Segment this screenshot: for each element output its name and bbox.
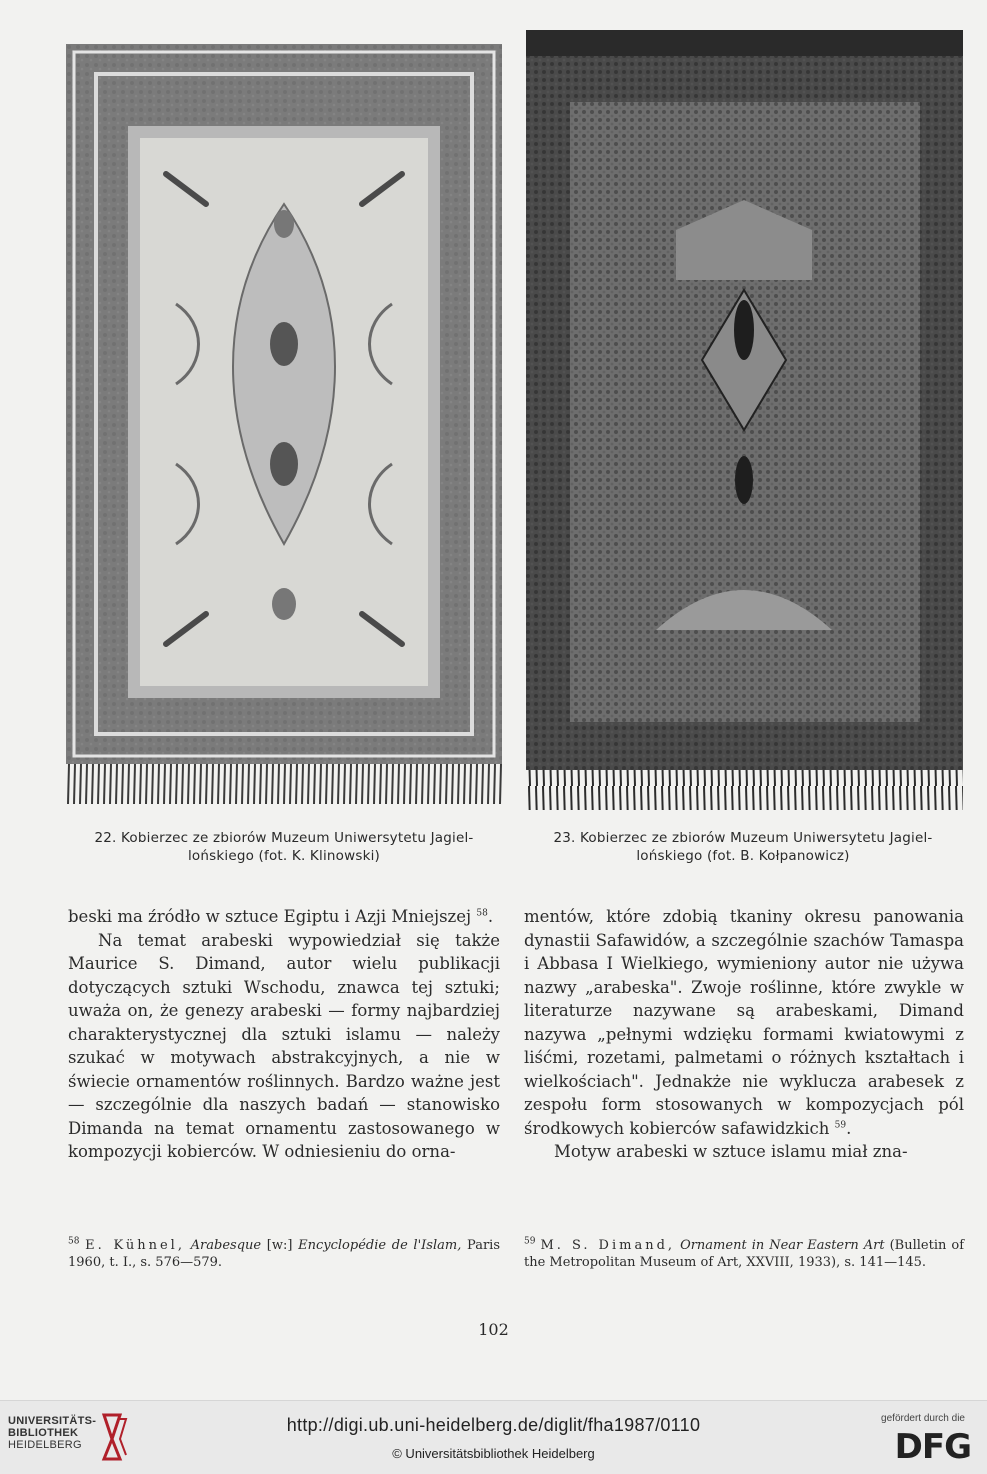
- permalink-url[interactable]: http://digi.ub.uni-heidelberg.de/diglit/fha1987/0110: [286, 1415, 701, 1435]
- figure-23-carpet-photo: [526, 30, 963, 810]
- dfg-logo: DFG: [894, 1427, 971, 1467]
- figure-22-caption: 22. Kobierzec ze zbiorów Muzeum Uniwersytetu Jagiel- lońskiego (fot. K. Klinowski): [94, 830, 474, 864]
- right-text-column: [524, 905, 964, 1164]
- library-logo-text: UNIVERSITÄTS- BIBLIOTHEK HEIDELBERG: [8, 1415, 97, 1451]
- footnote-58: $^{58}$ E. Kühnel, Arabesque [w:] Encyclopédie de l'Islam, Paris 1960, t. I., s. 576—579.: [68, 1236, 500, 1270]
- left-paragraph-1: beski ma źródło w sztuce Egiptu i Azji Mniejszej $^{58}$.: [68, 907, 494, 926]
- figure-23-caption: 23. Kobierzec ze zbiorów Muzeum Uniwersytetu Jagiel- lońskiego (fot. B. Kołpanowicz): [553, 830, 933, 864]
- right-paragraph-2: Motyw arabeski w sztuce islamu miał zna-: [554, 1142, 908, 1161]
- figure-22-carpet-photo: [66, 44, 502, 804]
- digitization-footer: [0, 1400, 987, 1474]
- page-number: 102: [478, 1320, 509, 1339]
- funded-by-label: gefördert durch die: [881, 1413, 965, 1424]
- right-paragraph-1: mentów, które zdobią tkaniny okresu panowania dynastii Safawidów, a szczególnie szachów Tamaspa i Abbasa I Wielkiego, wymieniony autor nie używa nazwy „arabeska". Zwoje roślinne, które zwykle w literaturze nazywane są arabeskami, Dimand nazywa „pełnymi wdzięku formami kwiatowymi z liśćmi, rozetami, palmetami o różnych kształtach i wielkościach". Jednakże nie wyklucza arabesek z zespołu form stosowanych w kompozycjach pól środkowych kobierców safawidzkich $^{59}$.: [524, 907, 964, 1138]
- left-text-column: [68, 905, 500, 1164]
- left-paragraph-2: Na temat arabeski wypowiedział się także Maurice S. Dimand, autor wielu publikacji dotyczących sztuki Wschodu, znawca tej sztuki; uważa on, że genezy arabeski — formy najbardziej charakterystycznej dla sztuki islamu — należy szukać w motywach abstrakcyjnych, a nie w świecie ornamentów roślinnych. Bardzo ważne jest — szczególnie dla naszych badań — stanowisko Dimanda na temat ornamentu zastosowanego w kompozycji kobierców. W odniesieniu do orna-: [68, 930, 500, 1161]
- footnote-59: $^{59}$ M. S. Dimand, Ornament in Near Eastern Art (Bulletin of the Metropolitan Museum of Art, XXVIII, 1933), s. 141—145.: [524, 1236, 965, 1270]
- copyright-notice: © Universitätsbibliothek Heidelberg: [392, 1446, 595, 1461]
